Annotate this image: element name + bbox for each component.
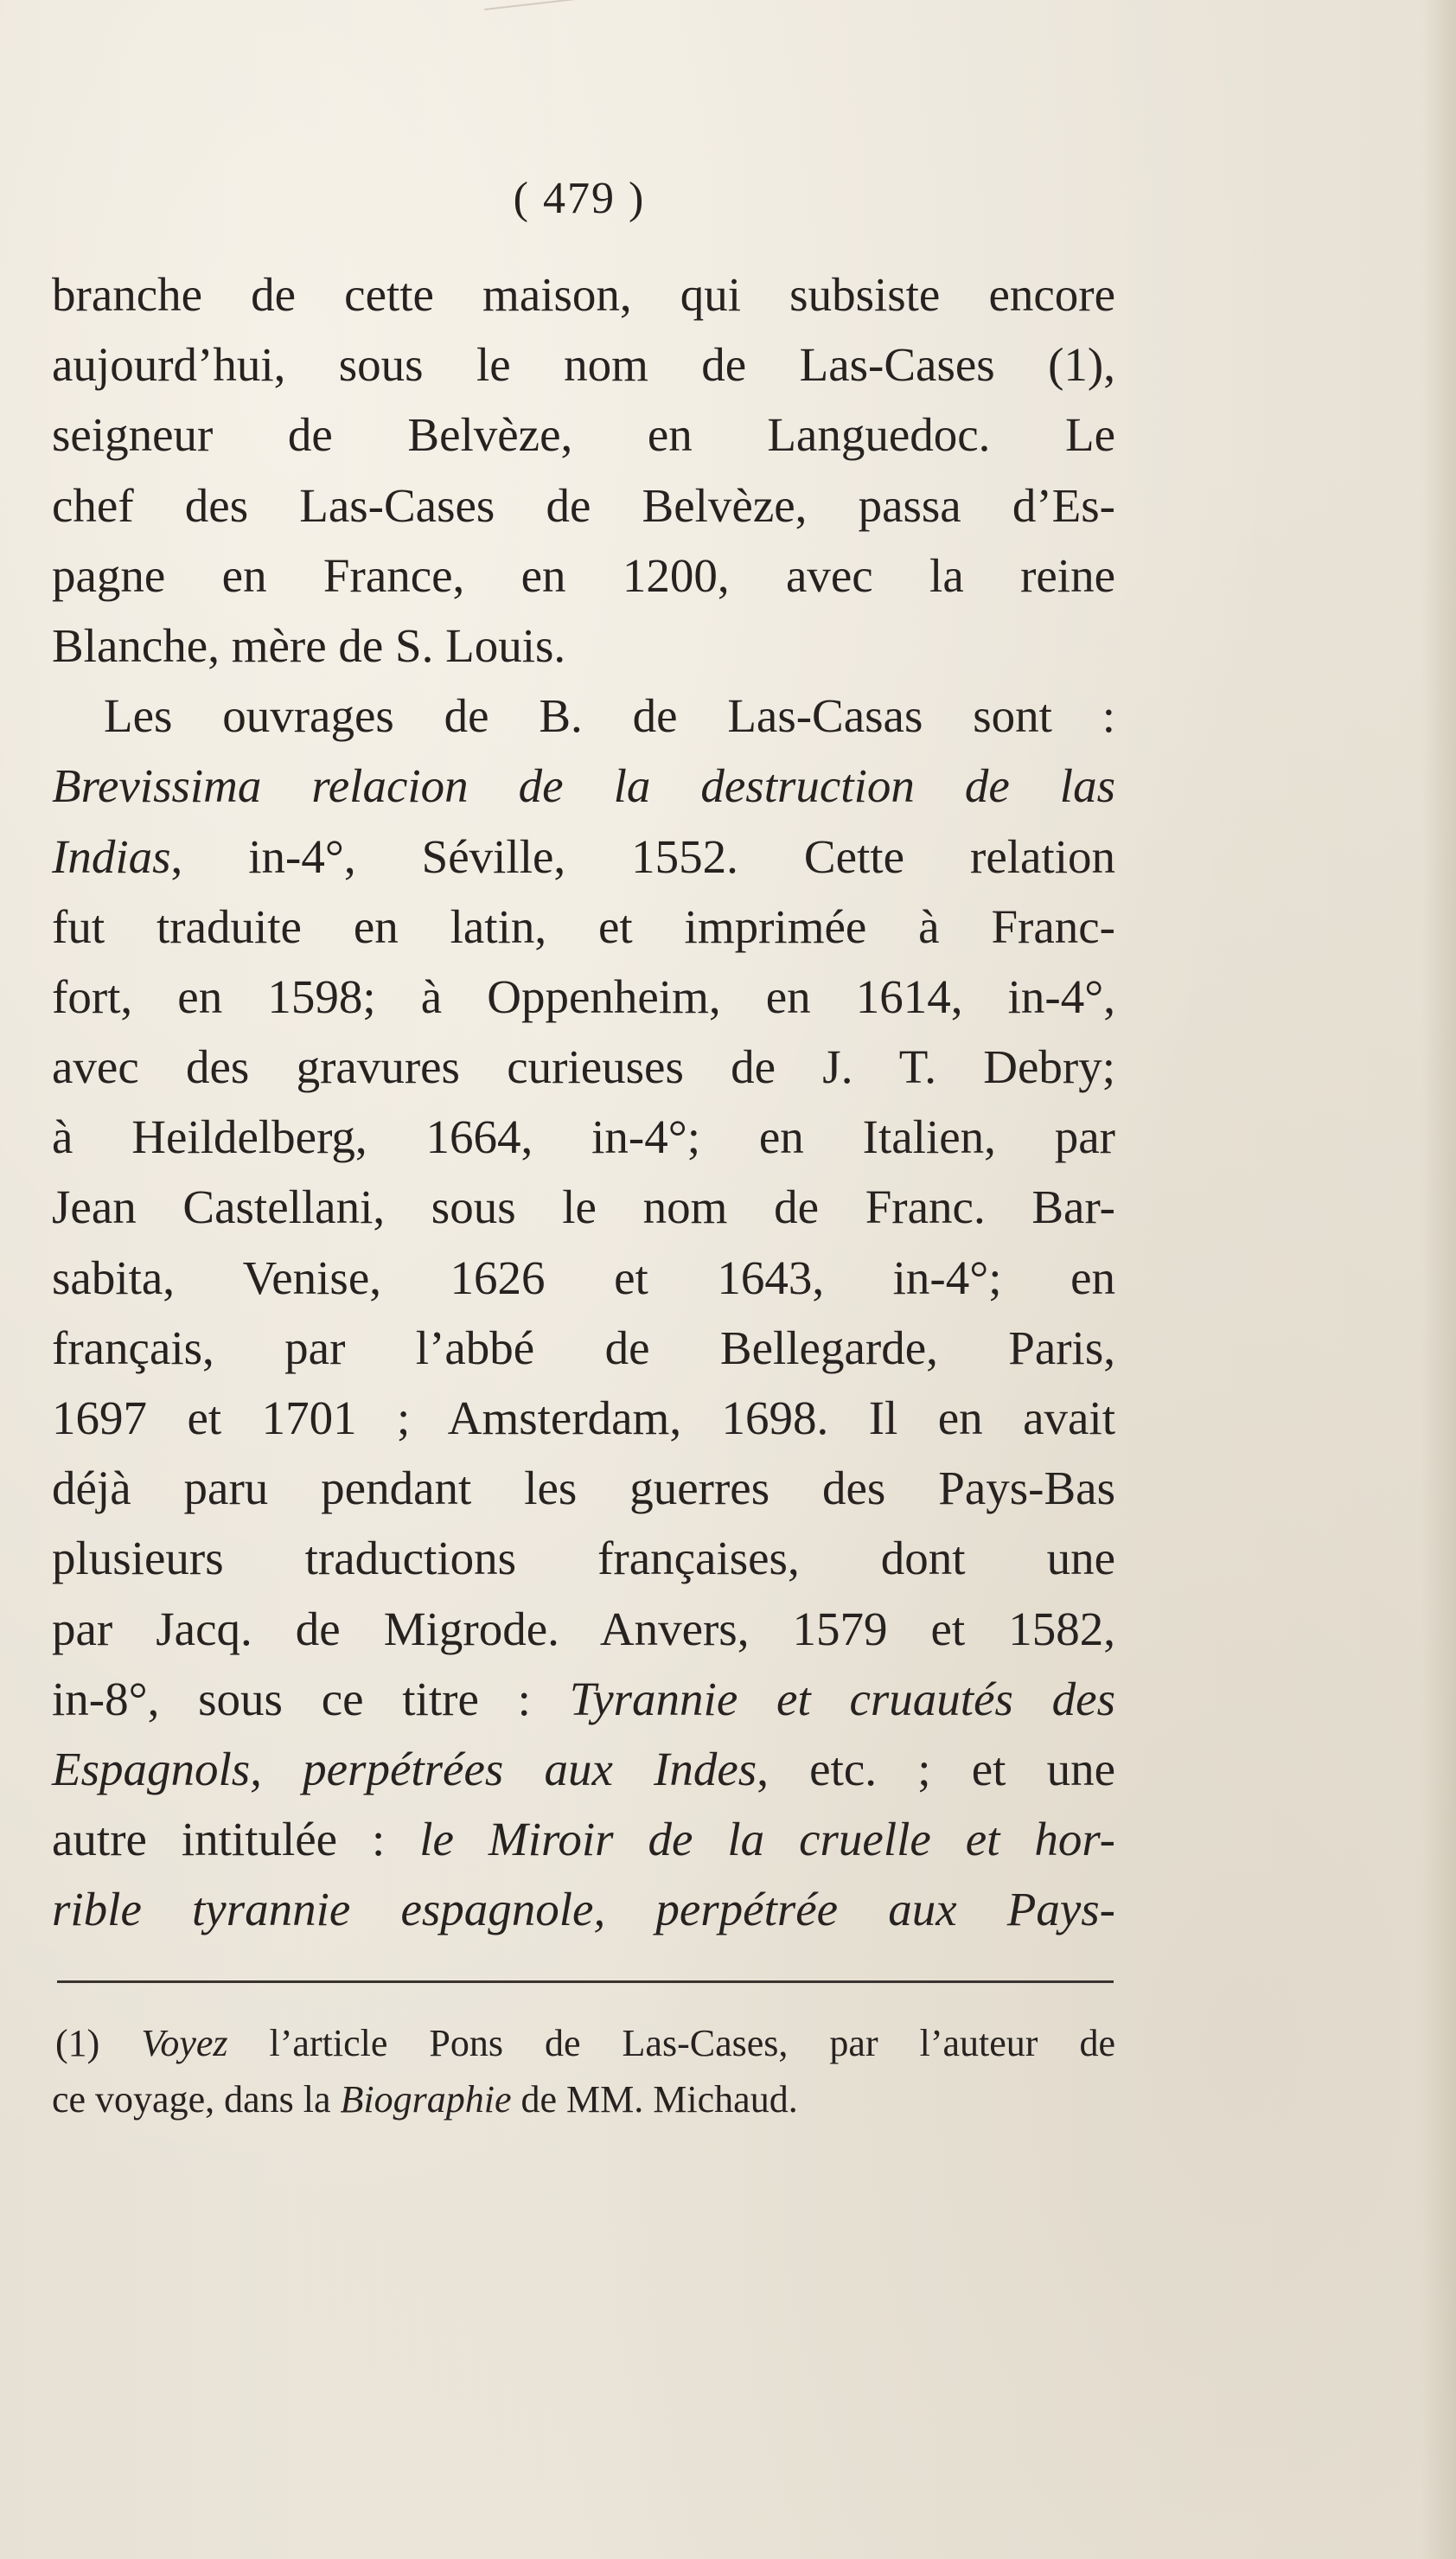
italic-title: rible tyrannie espagnole, perpétrée aux Pays-	[52, 1883, 1115, 1936]
italic-title: Biographie	[340, 2078, 512, 2121]
footnote-line	[52, 2071, 1115, 2127]
footnote-line	[52, 2015, 1115, 2071]
text-line: aujourd’hui, sous le nom de Las-Cases (1),	[52, 338, 1115, 392]
italic-title: Indias	[52, 829, 171, 883]
text-line: 1697 et 1701 ; Amsterdam, 1698. Il en avait	[52, 1391, 1115, 1444]
text-segment: autre intitulée :	[52, 1813, 420, 1866]
text-line	[52, 1874, 1115, 1944]
italic-title: Tyrannie et cruautés des	[569, 1672, 1115, 1725]
text-segment: ce voyage, dans la	[52, 2078, 341, 2121]
text-line: branche de cette maison, qui subsiste encore	[52, 268, 1115, 321]
text-line	[52, 822, 1115, 892]
page-edge-shadow	[1421, 0, 1456, 2559]
text-line: à Heildelberg, 1664, in-4°; en Italien, par	[52, 1110, 1115, 1164]
text-line: pagne en France, en 1200, avec la reine	[52, 548, 1115, 602]
text-line	[52, 1734, 1115, 1804]
text-line: seigneur de Belvèze, en Languedoc. Le	[52, 408, 1115, 462]
footnote	[52, 2015, 1115, 2127]
text-segment: , in-4°, Séville, 1552. Cette relation	[170, 829, 1115, 883]
text-line: Blanche, mère de S. Louis.	[52, 618, 566, 672]
paper-crease	[484, 0, 1455, 10]
text-segment: in-8°, sous ce titre :	[52, 1672, 570, 1725]
text-line: Les ouvrages de B. de Las-Casas sont :	[104, 689, 1115, 743]
footnote-marker: (1)	[55, 2022, 142, 2064]
text-segment: de MM. Michaud.	[511, 2078, 798, 2121]
text-line: Jean Castellani, sous le nom de Franc. Bar-	[52, 1180, 1115, 1234]
text-line: plusieurs traductions françaises, dont une	[52, 1532, 1115, 1585]
italic-title: le Miroir de la cruelle et hor-	[419, 1813, 1115, 1866]
text-segment: l’article Pons de Las-Cases, par l’auteur de	[227, 2022, 1115, 2064]
italic-title: Brevissima relacion de la destruction de las	[52, 759, 1115, 813]
footnote-divider	[57, 1980, 1114, 1983]
text-line: avec des gravures curieuses de J. T. Debry;	[52, 1040, 1115, 1094]
text-line: par Jacq. de Migrode. Anvers, 1579 et 1582,	[52, 1602, 1115, 1655]
text-line	[52, 751, 1115, 821]
text-line: français, par l’abbé de Bellegarde, Paris,	[52, 1321, 1115, 1374]
page-number: ( 479 )	[513, 174, 646, 223]
text-line: fort, en 1598; à Oppenheim, en 1614, in-4°,	[52, 969, 1115, 1023]
text-line	[52, 1664, 1115, 1734]
text-line: fut traduite en latin, et imprimée à Franc-	[52, 899, 1115, 953]
text-line	[52, 1804, 1115, 1874]
text-line: chef des Las-Cases de Belvèze, passa d’Es-	[52, 478, 1115, 532]
text-segment: , etc. ; et une	[757, 1742, 1115, 1795]
text-line: déjà paru pendant les guerres des Pays-Bas	[52, 1462, 1115, 1515]
text-line: sabita, Venise, 1626 et 1643, in-4°; en	[52, 1251, 1115, 1304]
main-text	[52, 259, 1115, 1945]
italic-word: Voyez	[141, 2022, 228, 2064]
italic-title: Espagnols, perpétrées aux Indes	[52, 1742, 757, 1795]
